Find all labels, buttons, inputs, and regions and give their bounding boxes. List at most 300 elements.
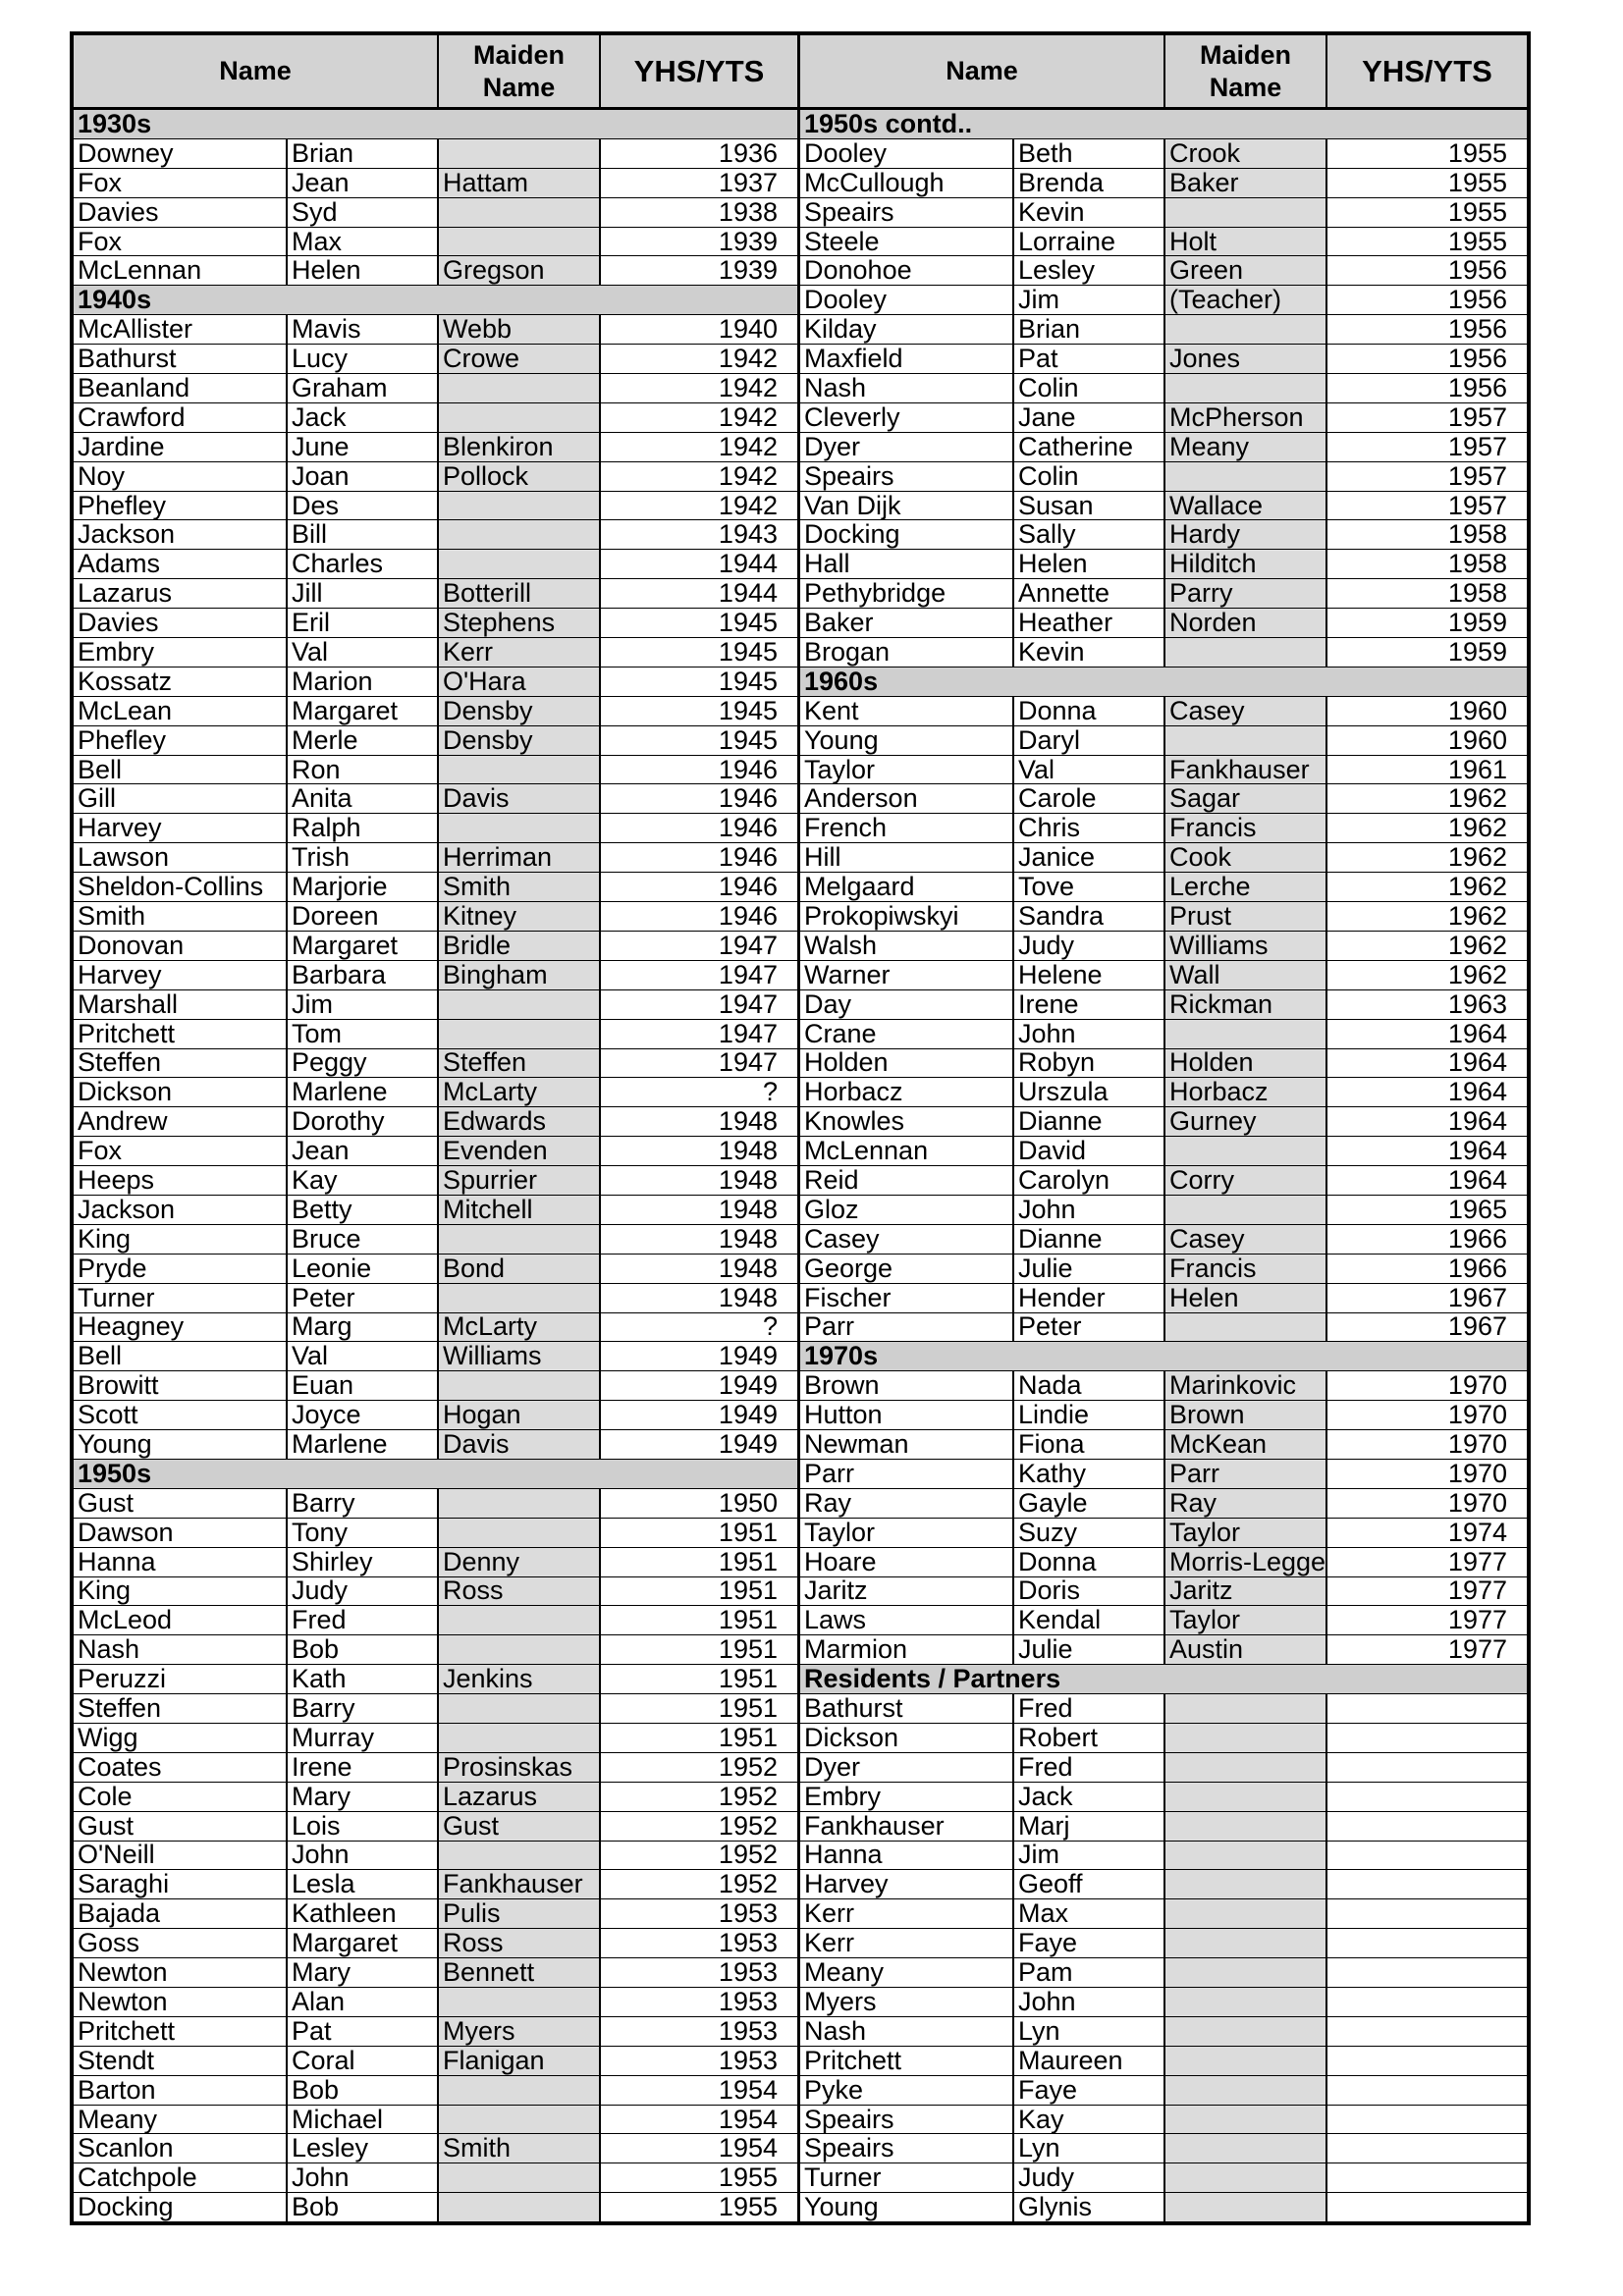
- maiden-name-cell: Meany: [1165, 433, 1327, 461]
- year-cell: 1965: [1447, 1195, 1507, 1224]
- surname-cell: McLennan: [800, 1137, 1014, 1165]
- surname-cell: Embry: [74, 638, 288, 667]
- table-row: [74, 2017, 797, 2047]
- maiden-name-cell: Lazarus: [439, 1783, 601, 1811]
- year-cell: 1962: [1447, 931, 1507, 960]
- surname-cell: Stendt: [74, 2047, 288, 2075]
- year-cell: 1970: [1447, 1371, 1507, 1401]
- year-cell: 1952: [718, 1782, 778, 1811]
- table-row: [74, 1196, 797, 1225]
- year-cell: 1956: [1447, 315, 1507, 345]
- surname-cell: Reid: [800, 1166, 1014, 1195]
- first-name-cell: Bruce: [288, 1225, 439, 1254]
- table-header: [800, 35, 1527, 110]
- maiden-name-cell: [439, 1020, 601, 1048]
- header-yhs-yts: YHS/YTS: [1362, 54, 1492, 88]
- first-name-cell: Kevin: [1014, 638, 1165, 667]
- surname-cell: Horbacz: [800, 1078, 1014, 1106]
- maiden-name-cell: Davis: [439, 1430, 601, 1459]
- table-row: [800, 2076, 1527, 2106]
- first-name-cell: Beth: [1014, 139, 1165, 168]
- first-name-cell: Robyn: [1014, 1049, 1165, 1078]
- surname-cell: Harvey: [74, 961, 288, 989]
- maiden-name-cell: [1165, 1842, 1327, 1870]
- surname-cell: Hall: [800, 550, 1014, 578]
- maiden-name-cell: Densby: [439, 726, 601, 755]
- year-cell: 1967: [1447, 1312, 1507, 1342]
- maiden-name-cell: Bridle: [439, 932, 601, 960]
- year-cell: ?: [762, 1312, 778, 1342]
- first-name-cell: John: [288, 1842, 439, 1870]
- first-name-cell: Kay: [288, 1166, 439, 1195]
- year-cell: 1955: [718, 2193, 778, 2222]
- surname-cell: Bajada: [74, 1899, 288, 1928]
- table-row: [800, 1166, 1527, 1196]
- surname-cell: Walsh: [800, 932, 1014, 960]
- surname-cell: Kilday: [800, 315, 1014, 344]
- first-name-cell: Murray: [288, 1724, 439, 1752]
- maiden-name-cell: Mitchell: [439, 1196, 601, 1224]
- surname-cell: McAllister: [74, 315, 288, 344]
- maiden-name-cell: Bennett: [439, 1958, 601, 1987]
- table-row: [800, 1929, 1527, 1958]
- maiden-name-cell: Holt: [1165, 228, 1327, 256]
- first-name-cell: Max: [288, 228, 439, 256]
- maiden-name-cell: Hattam: [439, 169, 601, 197]
- table-row: [800, 1196, 1527, 1225]
- first-name-cell: Chris: [1014, 814, 1165, 842]
- surname-cell: Pritchett: [74, 1020, 288, 1048]
- surname-cell: Peruzzi: [74, 1665, 288, 1693]
- first-name-cell: Daryl: [1014, 726, 1165, 755]
- surname-cell: Brogan: [800, 638, 1014, 667]
- table-row: [800, 873, 1527, 902]
- table-row: [800, 1137, 1527, 1166]
- first-name-cell: Barry: [288, 1694, 439, 1723]
- maiden-name-cell: [439, 756, 601, 784]
- table-row: [800, 756, 1527, 785]
- table-row: [800, 2163, 1527, 2193]
- year-cell: 1962: [1447, 902, 1507, 931]
- table-row: [74, 784, 797, 814]
- year-cell: 1964: [1447, 1019, 1507, 1048]
- header-maiden-name: Maiden Name: [1165, 35, 1327, 107]
- maiden-name-cell: [439, 1606, 601, 1634]
- maiden-name-cell: Evenden: [439, 1137, 601, 1165]
- right-column-group: [800, 35, 1527, 2221]
- year-cell: 1942: [718, 374, 778, 402]
- surname-cell: Noy: [74, 462, 288, 491]
- surname-cell: Andrew: [74, 1107, 288, 1136]
- year-cell: 1949: [718, 1342, 778, 1371]
- year-cell: 1964: [1447, 1048, 1507, 1078]
- maiden-name-cell: O'Hara: [439, 667, 601, 696]
- surname-cell: Van Dijk: [800, 492, 1014, 520]
- surname-cell: Dickson: [74, 1078, 288, 1106]
- table-row: [74, 961, 797, 990]
- year-cell: 1946: [718, 755, 778, 784]
- table-row: [74, 579, 797, 609]
- year-cell: 1956: [1447, 374, 1507, 402]
- year-cell: 1954: [718, 2105, 778, 2134]
- surname-cell: Crane: [800, 1020, 1014, 1048]
- first-name-cell: Hender: [1014, 1284, 1165, 1312]
- year-cell: 1977: [1447, 1547, 1507, 1576]
- surname-cell: Davies: [74, 198, 288, 227]
- first-name-cell: Glynis: [1014, 2193, 1165, 2221]
- table-row: [800, 1753, 1527, 1783]
- maiden-name-cell: Herriman: [439, 843, 601, 872]
- first-name-cell: Ralph: [288, 814, 439, 842]
- surname-cell: Young: [74, 1430, 288, 1459]
- first-name-cell: June: [288, 433, 439, 461]
- surname-cell: Day: [800, 990, 1014, 1019]
- year-cell: 1960: [1447, 725, 1507, 755]
- year-cell: 1947: [718, 989, 778, 1019]
- maiden-name-cell: Smith: [439, 873, 601, 901]
- surname-cell: Scott: [74, 1401, 288, 1429]
- surname-cell: Steffen: [74, 1049, 288, 1078]
- first-name-cell: Alan: [288, 1988, 439, 2016]
- maiden-name-cell: Kerr: [439, 638, 601, 667]
- year-cell: 1962: [1447, 873, 1507, 902]
- table-row: [800, 1225, 1527, 1255]
- first-name-cell: Kath: [288, 1665, 439, 1693]
- year-cell: 1955: [1447, 168, 1507, 197]
- first-name-cell: Irene: [1014, 990, 1165, 1019]
- first-name-cell: Peggy: [288, 1049, 439, 1078]
- maiden-name-cell: [1165, 1783, 1327, 1811]
- maiden-name-cell: [439, 1519, 601, 1547]
- table-row: [74, 1020, 797, 1049]
- year-cell: 1948: [718, 1166, 778, 1195]
- maiden-name-cell: [1165, 638, 1327, 667]
- maiden-name-cell: Ray: [1165, 1489, 1327, 1518]
- table-row: [800, 609, 1527, 638]
- first-name-cell: Euan: [288, 1371, 439, 1400]
- year-cell: 1955: [1447, 227, 1507, 256]
- surname-cell: Newman: [800, 1430, 1014, 1459]
- surname-cell: Phefley: [74, 492, 288, 520]
- maiden-name-cell: [439, 814, 601, 842]
- first-name-cell: Lyn: [1014, 2017, 1165, 2046]
- table-row: [800, 814, 1527, 843]
- table-row: [800, 1988, 1527, 2017]
- table-row: [800, 638, 1527, 667]
- year-cell: 1958: [1447, 520, 1507, 550]
- section-header-row: [74, 286, 797, 315]
- year-cell: 1964: [1447, 1166, 1507, 1195]
- year-cell: [1327, 1929, 1527, 1957]
- maiden-name-cell: [1165, 1724, 1327, 1752]
- section-title: 1930s: [78, 110, 152, 138]
- table-row: [74, 2163, 797, 2193]
- first-name-cell: Judy: [1014, 932, 1165, 960]
- year-cell: 1953: [718, 1929, 778, 1958]
- surname-cell: Speairs: [800, 198, 1014, 227]
- year-cell: 1946: [718, 784, 778, 814]
- year-cell: 1942: [718, 491, 778, 520]
- maiden-name-cell: Bingham: [439, 961, 601, 989]
- year-cell: 1948: [718, 1224, 778, 1254]
- table-row: [800, 1489, 1527, 1519]
- first-name-cell: Doreen: [288, 902, 439, 931]
- year-cell: 1939: [718, 256, 778, 286]
- maiden-name-cell: Hogan: [439, 1401, 601, 1429]
- maiden-name-cell: [1165, 1988, 1327, 2016]
- first-name-cell: Jill: [288, 579, 439, 608]
- table-row: [800, 932, 1527, 961]
- surname-cell: O'Neill: [74, 1842, 288, 1870]
- year-cell: 1958: [1447, 550, 1507, 579]
- table-row: [74, 492, 797, 521]
- year-cell: 1942: [718, 461, 778, 491]
- year-cell: 1958: [1447, 579, 1507, 609]
- year-cell: 1945: [718, 638, 778, 667]
- table-row: [74, 139, 797, 169]
- surname-cell: Dooley: [800, 139, 1014, 168]
- table-row: [74, 1577, 797, 1607]
- year-cell: 1955: [1447, 197, 1507, 227]
- table-row: [800, 902, 1527, 932]
- table-row: [74, 2193, 797, 2221]
- first-name-cell: Merle: [288, 726, 439, 755]
- maiden-name-cell: Kitney: [439, 902, 601, 931]
- table-row: [800, 1812, 1527, 1842]
- maiden-name-cell: [1165, 726, 1327, 755]
- first-name-cell: Mavis: [288, 315, 439, 344]
- header-yhs-yts: YHS/YTS: [633, 54, 765, 88]
- maiden-name-cell: Morris-Legge: [1165, 1548, 1327, 1576]
- maiden-name-cell: Spurrier: [439, 1166, 601, 1195]
- maiden-name-cell: Webb: [439, 315, 601, 344]
- table-row: [74, 1694, 797, 1724]
- year-cell: 1952: [718, 1841, 778, 1870]
- table-row: [800, 374, 1527, 403]
- table-row: [800, 1842, 1527, 1871]
- surname-cell: Pyke: [800, 2076, 1014, 2105]
- table-row: [800, 1577, 1527, 1607]
- surname-cell: Pethybridge: [800, 579, 1014, 608]
- year-cell: 1956: [1447, 256, 1507, 286]
- year-cell: 1977: [1447, 1635, 1507, 1665]
- alumni-table: [70, 31, 1531, 2225]
- maiden-name-cell: Gurney: [1165, 1107, 1327, 1136]
- maiden-name-cell: [439, 1724, 601, 1752]
- year-cell: [1327, 2047, 1527, 2075]
- first-name-cell: Jane: [1014, 403, 1165, 432]
- first-name-cell: Bob: [288, 1635, 439, 1664]
- table-row: [74, 1635, 797, 1665]
- maiden-name-cell: [439, 520, 601, 549]
- first-name-cell: Gayle: [1014, 1489, 1165, 1518]
- maiden-name-cell: [1165, 1870, 1327, 1898]
- table-row: [800, 1870, 1527, 1899]
- maiden-name-cell: Francis: [1165, 814, 1327, 842]
- first-name-cell: Charles: [288, 550, 439, 578]
- year-cell: 1956: [1447, 345, 1507, 374]
- first-name-cell: Pat: [1014, 345, 1165, 373]
- first-name-cell: Peter: [288, 1284, 439, 1312]
- surname-cell: Donovan: [74, 932, 288, 960]
- first-name-cell: Lyn: [1014, 2134, 1165, 2163]
- year-cell: 1944: [718, 579, 778, 609]
- surname-cell: Crawford: [74, 403, 288, 432]
- year-cell: 1962: [1447, 814, 1507, 843]
- year-cell: 1970: [1447, 1401, 1507, 1430]
- year-cell: 1951: [718, 1694, 778, 1723]
- surname-cell: Downey: [74, 139, 288, 168]
- surname-cell: Nash: [800, 2017, 1014, 2046]
- maiden-name-cell: (Teacher): [1165, 286, 1327, 314]
- maiden-name-cell: Prosinskas: [439, 1753, 601, 1782]
- maiden-name-cell: Densby: [439, 697, 601, 725]
- first-name-cell: Peter: [1014, 1313, 1165, 1342]
- maiden-name-cell: [439, 1842, 601, 1870]
- year-cell: 1942: [718, 432, 778, 461]
- first-name-cell: Catherine: [1014, 433, 1165, 461]
- year-cell: [1327, 1870, 1527, 1898]
- maiden-name-cell: [1165, 2047, 1327, 2075]
- table-row: [800, 1401, 1527, 1430]
- maiden-name-cell: Gust: [439, 1812, 601, 1841]
- maiden-name-cell: [439, 1694, 601, 1723]
- maiden-name-cell: [439, 1635, 601, 1664]
- surname-cell: Adams: [74, 550, 288, 578]
- table-row: [74, 1225, 797, 1255]
- first-name-cell: Marjorie: [288, 873, 439, 901]
- first-name-cell: Donna: [1014, 697, 1165, 725]
- left-rows: [74, 110, 797, 2221]
- year-cell: 1948: [718, 1283, 778, 1312]
- left-column-group: [74, 35, 800, 2221]
- surname-cell: King: [74, 1577, 288, 1606]
- table-row: [800, 228, 1527, 257]
- year-cell: [1327, 1694, 1527, 1723]
- first-name-cell: Faye: [1014, 1929, 1165, 1957]
- year-cell: 1963: [1447, 989, 1507, 1019]
- maiden-name-cell: Helen: [1165, 1284, 1327, 1312]
- table-row: [74, 374, 797, 403]
- table-row: [74, 2134, 797, 2163]
- surname-cell: Hill: [800, 843, 1014, 872]
- header-name: Name: [800, 35, 1165, 107]
- first-name-cell: Julie: [1014, 1635, 1165, 1664]
- table-row: [800, 1606, 1527, 1635]
- table-row: [74, 2076, 797, 2106]
- surname-cell: Embry: [800, 1783, 1014, 1811]
- maiden-name-cell: Ross: [439, 1577, 601, 1606]
- year-cell: 1977: [1447, 1576, 1507, 1606]
- surname-cell: Melgaard: [800, 873, 1014, 901]
- first-name-cell: Colin: [1014, 462, 1165, 491]
- table-row: [800, 1313, 1527, 1343]
- first-name-cell: Lucy: [288, 345, 439, 373]
- table-row: [800, 1049, 1527, 1079]
- maiden-name-cell: [439, 1371, 601, 1400]
- year-cell: 1960: [1447, 696, 1507, 725]
- maiden-name-cell: [1165, 2193, 1327, 2221]
- maiden-name-cell: Jones: [1165, 345, 1327, 373]
- maiden-name-cell: Fankhauser: [439, 1870, 601, 1898]
- surname-cell: Jardine: [74, 433, 288, 461]
- first-name-cell: Judy: [288, 1577, 439, 1606]
- maiden-name-cell: Davis: [439, 784, 601, 813]
- table-row: [800, 169, 1527, 198]
- surname-cell: Parr: [800, 1313, 1014, 1342]
- table-row: [74, 520, 797, 550]
- section-header-row: [74, 110, 797, 139]
- first-name-cell: Betty: [288, 1196, 439, 1224]
- year-cell: 1966: [1447, 1224, 1507, 1254]
- first-name-cell: Tove: [1014, 873, 1165, 901]
- table-row: [74, 1313, 797, 1343]
- maiden-name-cell: Williams: [439, 1342, 601, 1370]
- surname-cell: Lawson: [74, 843, 288, 872]
- table-row: [800, 286, 1527, 315]
- first-name-cell: Doris: [1014, 1577, 1165, 1606]
- table-row: [74, 1401, 797, 1430]
- first-name-cell: Eril: [288, 609, 439, 637]
- table-row: [74, 403, 797, 433]
- first-name-cell: Pat: [288, 2017, 439, 2046]
- year-cell: 1953: [718, 1988, 778, 2016]
- maiden-name-cell: [439, 403, 601, 432]
- table-row: [800, 990, 1527, 1020]
- maiden-name-cell: [439, 198, 601, 227]
- year-cell: 1938: [718, 197, 778, 227]
- first-name-cell: Des: [288, 492, 439, 520]
- table-row: [74, 1430, 797, 1460]
- surname-cell: Taylor: [800, 1519, 1014, 1547]
- maiden-name-cell: Parry: [1165, 579, 1327, 608]
- table-row: [800, 1783, 1527, 1812]
- maiden-name-cell: Stephens: [439, 609, 601, 637]
- surname-cell: McLeod: [74, 1606, 288, 1634]
- first-name-cell: Marlene: [288, 1078, 439, 1106]
- first-name-cell: Marj: [1014, 1812, 1165, 1841]
- surname-cell: Gloz: [800, 1196, 1014, 1224]
- year-cell: 1945: [718, 667, 778, 696]
- section-header-row: [800, 110, 1527, 139]
- first-name-cell: Margaret: [288, 932, 439, 960]
- surname-cell: Gust: [74, 1812, 288, 1841]
- first-name-cell: Val: [1014, 756, 1165, 784]
- section-header-row: [800, 667, 1527, 697]
- maiden-name-cell: Taylor: [1165, 1606, 1327, 1634]
- surname-cell: Gust: [74, 1489, 288, 1518]
- surname-cell: Harvey: [800, 1870, 1014, 1898]
- year-cell: 1957: [1447, 461, 1507, 491]
- year-cell: 1953: [718, 2046, 778, 2075]
- maiden-name-cell: Cook: [1165, 843, 1327, 872]
- surname-cell: Bathurst: [74, 345, 288, 373]
- section-header-row: [800, 1342, 1527, 1371]
- table-row: [74, 2047, 797, 2076]
- maiden-name-cell: Williams: [1165, 932, 1327, 960]
- maiden-name-cell: [1165, 2076, 1327, 2105]
- table-row: [800, 2193, 1527, 2221]
- table-row: [74, 932, 797, 961]
- surname-cell: Holden: [800, 1049, 1014, 1078]
- surname-cell: Sheldon-Collins: [74, 873, 288, 901]
- first-name-cell: Carole: [1014, 784, 1165, 813]
- first-name-cell: Helene: [1014, 961, 1165, 989]
- year-cell: 1939: [718, 227, 778, 256]
- maiden-name-cell: [1165, 1753, 1327, 1782]
- maiden-name-cell: Lerche: [1165, 873, 1327, 901]
- surname-cell: Newton: [74, 1988, 288, 2016]
